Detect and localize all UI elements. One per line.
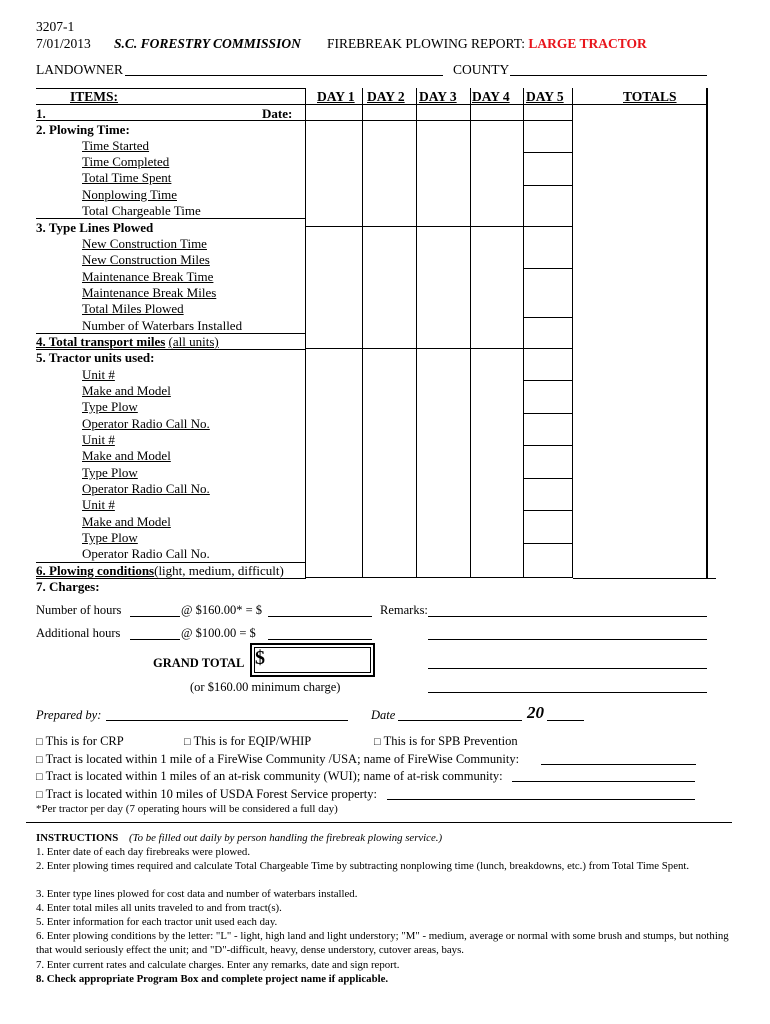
remarks-line[interactable]	[428, 639, 707, 640]
tractor-unit-row: Type Plow	[82, 399, 138, 414]
header-divider	[523, 88, 524, 104]
item-7-title: 7. Charges:	[36, 579, 100, 594]
header-divider	[362, 88, 363, 104]
date-field[interactable]	[398, 720, 522, 721]
day-header-3: DAY 3	[419, 89, 457, 104]
row-rule	[36, 218, 306, 219]
year-prefix: 20	[527, 703, 544, 722]
additional-hours-field[interactable]	[130, 639, 180, 640]
program-eqip[interactable]	[184, 734, 311, 749]
instructions-divider	[26, 822, 732, 823]
minimum-charge-note: (or $160.00 minimum charge)	[190, 680, 341, 694]
program-spb-label: This is for SPB Prevention	[383, 734, 518, 748]
grand-total-box[interactable]	[250, 643, 375, 677]
instructions-title: INSTRUCTIONS	[36, 832, 119, 844]
date-label: Date	[371, 708, 396, 722]
day-header-5: DAY 5	[526, 89, 564, 104]
item-5-title: 5. Tractor units used:	[36, 350, 155, 365]
checkbox-icon[interactable]: □	[36, 736, 43, 748]
hours-amount-field[interactable]	[268, 616, 372, 617]
item-6-note: (light, medium, difficult)	[154, 563, 284, 578]
form-number: 3207-1	[36, 19, 75, 34]
program-wui-label: Tract is located within 1 miles of an at-risk community (WUI); name of at-risk community:	[45, 769, 503, 783]
county-field[interactable]	[510, 75, 707, 76]
item-4	[36, 334, 219, 350]
program-spb[interactable]	[374, 734, 518, 749]
instructions-heading	[36, 831, 741, 845]
program-firewise-label: Tract is located within 1 mile of a FireWise Community /USA; name of FireWise Community:	[45, 752, 520, 766]
checkbox-icon[interactable]: □	[36, 789, 43, 801]
program-wui[interactable]	[36, 769, 503, 784]
items-header: ITEMS:	[70, 89, 119, 104]
line-type-row: New Construction Time	[82, 236, 207, 251]
tractor-unit-row: Type Plow	[82, 465, 138, 480]
county-label: COUNTY	[453, 62, 510, 77]
year-field[interactable]	[547, 720, 584, 721]
remarks-line[interactable]	[428, 668, 707, 669]
tractor-unit-row: Operator Radio Call No.	[82, 546, 210, 561]
day-header-1: DAY 1	[317, 89, 355, 104]
grand-total-label: GRAND TOTAL	[153, 656, 245, 670]
header-divider	[572, 88, 573, 104]
tractor-unit-row: Make and Model	[82, 514, 171, 529]
totals-header: TOTALS	[623, 89, 677, 104]
per-tractor-note: *Per tractor per day (7 operating hours will be considered a full day)	[36, 803, 338, 815]
instructions-subtitle: (To be filled out daily by person handling the firebreak plowing service.)	[129, 832, 443, 844]
instruction-step: 4. Enter total miles all units traveled to and from tract(s).	[36, 902, 282, 914]
tractor-unit-row: Make and Model	[82, 383, 171, 398]
line-type-row: Number of Waterbars Installed	[82, 318, 243, 333]
table-right-border	[706, 88, 708, 579]
checkbox-icon[interactable]: □	[36, 771, 43, 783]
tractor-unit-row: Unit #	[82, 432, 115, 447]
item-6-title: 6. Plowing conditions	[36, 563, 155, 578]
tractor-unit-row: Unit #	[82, 367, 115, 382]
plowing-time-row: Time Started	[82, 138, 150, 153]
checkbox-icon[interactable]: □	[184, 736, 191, 748]
wui-name-field[interactable]	[512, 781, 695, 782]
program-crp[interactable]	[36, 734, 124, 749]
instruction-step: 7. Enter current rates and calculate charges. Enter any remarks, date and sign report.	[36, 959, 400, 971]
item-2-title: 2. Plowing Time:	[36, 122, 130, 137]
tractor-unit-row: Type Plow	[82, 530, 138, 545]
additional-amount-field[interactable]	[268, 639, 372, 640]
tractor-unit-row: Operator Radio Call No.	[82, 416, 210, 431]
header-divider	[470, 88, 471, 104]
line-type-row: Maintenance Break Time	[82, 269, 214, 284]
plowing-time-row: Nonplowing Time	[82, 187, 177, 202]
item-1-number: 1.	[36, 106, 46, 121]
prepared-by-label: Prepared by:	[36, 708, 102, 722]
item-6	[36, 563, 284, 579]
instruction-step-8: 8. Check appropriate Program Box and complete project name if applicable.	[36, 973, 389, 985]
program-eqip-label: This is for EQIP/WHIP	[193, 734, 312, 748]
grand-total-inner-border	[254, 647, 371, 673]
instruction-step: 1. Enter date of each day firebreaks were plowed.	[36, 846, 251, 858]
program-usda-label: Tract is located within 10 miles of USDA Forest Service property:	[45, 787, 378, 801]
plowing-time-row: Total Chargeable Time	[82, 203, 201, 218]
item-1-date-label: Date:	[262, 106, 293, 121]
program-crp-label: This is for CRP	[45, 734, 124, 748]
report-title-text: FIREBREAK PLOWING REPORT:	[327, 36, 526, 51]
usda-name-field[interactable]	[387, 799, 695, 800]
checkbox-icon[interactable]: □	[36, 754, 43, 766]
totals-bottom-rule	[573, 578, 716, 579]
form-date: 7/01/2013	[36, 36, 91, 51]
hours-rate: @ $160.00* = $	[181, 603, 263, 617]
item-3-title: 3. Type Lines Plowed	[36, 220, 154, 235]
remarks-label: Remarks:	[380, 603, 428, 617]
instruction-step: 5. Enter information for each tractor unit used each day.	[36, 916, 278, 928]
program-usda[interactable]	[36, 787, 377, 802]
remarks-line[interactable]	[428, 692, 707, 693]
instruction-step: 2. Enter plowing times required and calculate Total Chargeable Time by subtracting nonplowing time (lunch, breakdowns, etc.) from Total Time Spent.	[36, 860, 690, 872]
instruction-step: 6. Enter plowing conditions by the letter: "L" - light, high land and light understory; "M" - medium, average or normal with some brush and stumps, but nothing that would seriously effect the unit; and "D"-difficult, heavy, dense understory, cutover areas, bays.	[36, 930, 729, 956]
item-4-title: 4. Total transport miles	[36, 334, 166, 349]
line-type-row: New Construction Miles	[82, 252, 210, 267]
line-type-row: Maintenance Break Miles	[82, 285, 217, 300]
tractor-unit-row: Unit #	[82, 497, 115, 512]
tractor-unit-row: Make and Model	[82, 448, 171, 463]
firewise-name-field[interactable]	[541, 764, 696, 765]
additional-hours-label: Additional hours	[36, 626, 121, 640]
checkbox-icon[interactable]: □	[374, 736, 381, 748]
landowner-field[interactable]	[125, 75, 443, 76]
hours-field[interactable]	[130, 616, 180, 617]
tractor-unit-row: Operator Radio Call No.	[82, 481, 210, 496]
day-header-4: DAY 4	[472, 89, 510, 104]
hours-label: Number of hours	[36, 603, 122, 617]
prepared-by-field[interactable]	[106, 720, 348, 721]
remarks-field[interactable]	[428, 616, 707, 617]
grand-total-symbol: $	[255, 647, 265, 669]
program-firewise[interactable]	[36, 752, 519, 767]
day-entry-grid[interactable]	[305, 103, 573, 578]
plowing-time-row: Total Time Spent	[82, 170, 172, 185]
plowing-time-row: Time Completed	[82, 154, 170, 169]
landowner-label: LANDOWNER	[36, 62, 123, 77]
report-title	[327, 36, 647, 52]
additional-rate: @ $100.00 = $	[181, 626, 256, 640]
header-divider	[305, 88, 306, 104]
report-type: LARGE TRACTOR	[528, 36, 647, 51]
line-type-row: Total Miles Plowed	[82, 301, 184, 316]
instruction-step: 3. Enter type lines plowed for cost data and number of waterbars installed.	[36, 888, 358, 900]
header-divider	[416, 88, 417, 104]
day-header-2: DAY 2	[367, 89, 405, 104]
item-4-note: (all units)	[168, 334, 219, 349]
agency-name: S.C. FORESTRY COMMISSION	[114, 36, 301, 51]
